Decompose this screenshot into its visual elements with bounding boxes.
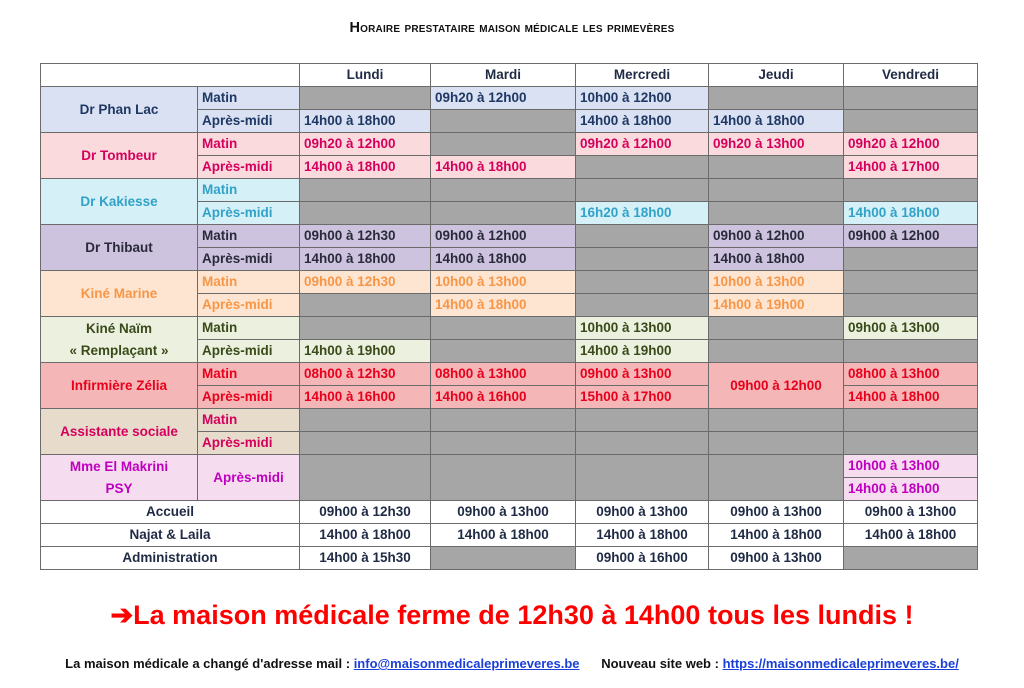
- empty-slot: [844, 340, 978, 363]
- slot-label: Matin: [198, 225, 300, 248]
- provider-name: [41, 133, 198, 179]
- day-header: Vendredi: [844, 64, 978, 87]
- provider-name-text: Kiné Marine: [80, 285, 158, 301]
- slot-value: 14h00 à 18h00: [709, 524, 844, 547]
- slot-label: Après-midi: [198, 156, 300, 179]
- slot-value: 09h00 à 13h00: [431, 501, 576, 524]
- empty-slot: [844, 179, 978, 202]
- slot-value: 14h00 à 18h00: [844, 524, 978, 547]
- empty-slot: [709, 87, 844, 110]
- slot-value: 09h00 à 13h00: [709, 501, 844, 524]
- provider-name-text: Assistante sociale: [60, 423, 178, 439]
- provider-name: [41, 225, 198, 271]
- header-corner: [41, 64, 300, 87]
- slot-value: 14h00 à 18h00: [576, 110, 709, 133]
- slot-value: 14h00 à 19h00: [709, 294, 844, 317]
- mail-link[interactable]: info@maisonmedicaleprimeveres.be: [353, 656, 580, 671]
- empty-slot: [431, 133, 576, 156]
- day-header: Jeudi: [709, 64, 844, 87]
- slot-value: 14h00 à 18h00: [300, 110, 431, 133]
- mail-label: La maison médicale a changé d'adresse mail :: [65, 656, 351, 671]
- provider-name: [41, 409, 198, 455]
- empty-slot: [576, 409, 709, 432]
- slot-label: Matin: [198, 179, 300, 202]
- slot-value: 09h00 à 12h30: [300, 225, 431, 248]
- accueil-name: Najat & Laila: [41, 524, 300, 547]
- empty-slot: [300, 432, 431, 455]
- slot-label: Matin: [198, 363, 300, 386]
- empty-slot: [709, 317, 844, 340]
- empty-slot: [709, 340, 844, 363]
- slot-value: 09h00 à 12h00: [709, 225, 844, 248]
- slot-value: 14h00 à 18h00: [300, 524, 431, 547]
- site-label: Nouveau site web :: [601, 656, 719, 671]
- slot-value: 09h20 à 12h00: [431, 87, 576, 110]
- slot-value: 09h00 à 12h00: [709, 363, 844, 409]
- slot-value: 09h20 à 12h00: [300, 133, 431, 156]
- slot-value: 14h00 à 18h00: [844, 478, 978, 501]
- empty-slot: [709, 455, 844, 501]
- slot-value: 14h00 à 18h00: [431, 524, 576, 547]
- slot-label: Après-midi: [198, 294, 300, 317]
- slot-label: Après-midi: [198, 202, 300, 225]
- day-header: Lundi: [300, 64, 431, 87]
- empty-slot: [709, 409, 844, 432]
- provider-name: [41, 179, 198, 225]
- slot-value: 09h00 à 13h00: [709, 547, 844, 570]
- day-header: Mardi: [431, 64, 576, 87]
- empty-slot: [300, 294, 431, 317]
- empty-slot: [576, 455, 709, 501]
- provider-name: [41, 363, 198, 409]
- provider-row: [41, 409, 978, 432]
- slot-value: 09h00 à 13h00: [844, 317, 978, 340]
- empty-slot: [844, 271, 978, 294]
- empty-slot: [844, 547, 978, 570]
- slot-value: 10h00 à 13h00: [576, 317, 709, 340]
- empty-slot: [431, 409, 576, 432]
- empty-slot: [431, 179, 576, 202]
- slot-value: 14h00 à 15h30: [300, 547, 431, 570]
- slot-label: Matin: [198, 409, 300, 432]
- slot-value: 10h00 à 12h00: [576, 87, 709, 110]
- empty-slot: [300, 179, 431, 202]
- slot-value: 14h00 à 18h00: [431, 156, 576, 179]
- slot-value: 09h20 à 13h00: [709, 133, 844, 156]
- provider-row: [41, 271, 978, 294]
- slot-value: 09h00 à 13h00: [576, 501, 709, 524]
- provider-name-text: Dr Tombeur: [81, 147, 157, 163]
- slot-value: 15h00 à 17h00: [576, 386, 709, 409]
- empty-slot: [300, 317, 431, 340]
- accueil-name: Accueil: [41, 501, 300, 524]
- schedule-body: [41, 64, 978, 570]
- administration-row: [41, 547, 978, 570]
- provider-name-subtext: PSY: [105, 480, 133, 496]
- empty-slot: [576, 225, 709, 248]
- slot-value: 09h00 à 12h00: [844, 225, 978, 248]
- slot-value: 09h20 à 12h00: [844, 133, 978, 156]
- slot-value: 08h00 à 12h30: [300, 363, 431, 386]
- day-header: Mercredi: [576, 64, 709, 87]
- empty-slot: [709, 179, 844, 202]
- provider-name-subtext: « Remplaçant »: [69, 342, 169, 358]
- provider-name-text: Mme El Makrini: [69, 458, 169, 474]
- empty-slot: [431, 110, 576, 133]
- empty-slot: [576, 432, 709, 455]
- empty-slot: [431, 202, 576, 225]
- empty-slot: [431, 432, 576, 455]
- slot-label: Après-midi: [198, 432, 300, 455]
- slot-value: 08h00 à 13h00: [844, 363, 978, 386]
- slot-label: Après-midi: [198, 455, 300, 501]
- slot-value: 14h00 à 16h00: [431, 386, 576, 409]
- provider-name-text: Dr Thibaut: [85, 239, 153, 255]
- slot-label: Matin: [198, 87, 300, 110]
- empty-slot: [576, 156, 709, 179]
- slot-value: 14h00 à 17h00: [844, 156, 978, 179]
- slot-value: 14h00 à 19h00: [576, 340, 709, 363]
- empty-slot: [844, 294, 978, 317]
- slot-value: 09h00 à 12h30: [300, 501, 431, 524]
- slot-value: 14h00 à 16h00: [300, 386, 431, 409]
- slot-value: 14h00 à 18h00: [300, 156, 431, 179]
- empty-slot: [431, 547, 576, 570]
- empty-slot: [709, 156, 844, 179]
- slot-value: 10h00 à 13h00: [709, 271, 844, 294]
- provider-name-text: Dr Phan Lac: [79, 101, 159, 117]
- empty-slot: [844, 432, 978, 455]
- accueil-row: [41, 524, 978, 547]
- slot-label: Matin: [198, 271, 300, 294]
- slot-value: 10h00 à 13h00: [431, 271, 576, 294]
- slot-label: Après-midi: [198, 248, 300, 271]
- provider-row: [41, 133, 978, 156]
- slot-label: Matin: [198, 133, 300, 156]
- slot-value: 09h00 à 12h30: [300, 271, 431, 294]
- accueil-row: [41, 501, 978, 524]
- administration-name: Administration: [41, 547, 300, 570]
- empty-slot: [576, 179, 709, 202]
- empty-slot: [300, 202, 431, 225]
- slot-value: 14h00 à 18h00: [844, 386, 978, 409]
- empty-slot: [431, 340, 576, 363]
- slot-label: Matin: [198, 317, 300, 340]
- slot-value: 14h00 à 19h00: [300, 340, 431, 363]
- slot-value: 14h00 à 18h00: [431, 294, 576, 317]
- slot-value: 14h00 à 18h00: [709, 110, 844, 133]
- slot-value: 10h00 à 13h00: [844, 455, 978, 478]
- empty-slot: [844, 409, 978, 432]
- provider-row: [41, 363, 978, 386]
- schedule-table: [40, 63, 978, 570]
- provider-name: [41, 87, 198, 133]
- provider-row: [41, 179, 978, 202]
- slot-value: 09h00 à 12h00: [431, 225, 576, 248]
- provider-name: [41, 271, 198, 317]
- provider-row: [41, 317, 978, 340]
- empty-slot: [431, 455, 576, 501]
- empty-slot: [300, 455, 431, 501]
- slot-value: 14h00 à 18h00: [576, 524, 709, 547]
- slot-label: Après-midi: [198, 386, 300, 409]
- page-title: Horaire prestataire maison médicale les primevères: [349, 20, 675, 36]
- empty-slot: [576, 271, 709, 294]
- empty-slot: [300, 87, 431, 110]
- provider-name-text: Infirmière Zélia: [70, 377, 168, 393]
- empty-slot: [709, 202, 844, 225]
- slot-value: 09h00 à 13h00: [844, 501, 978, 524]
- empty-slot: [844, 110, 978, 133]
- empty-slot: [844, 87, 978, 110]
- slot-value: 14h00 à 18h00: [709, 248, 844, 271]
- slot-value: 08h00 à 13h00: [431, 363, 576, 386]
- slot-value: 14h00 à 18h00: [300, 248, 431, 271]
- slot-label: Après-midi: [198, 340, 300, 363]
- slot-value: 09h20 à 12h00: [576, 133, 709, 156]
- provider-name-text: Kiné Naïm: [85, 320, 153, 336]
- provider-name: [41, 317, 198, 363]
- slot-value: 16h20 à 18h00: [576, 202, 709, 225]
- slot-value: 09h00 à 13h00: [576, 363, 709, 386]
- empty-slot: [300, 409, 431, 432]
- closing-notice: [0, 600, 1024, 631]
- provider-name-text: Dr Kakiesse: [80, 193, 158, 209]
- header-row: [41, 64, 978, 87]
- empty-slot: [844, 248, 978, 271]
- empty-slot: [709, 432, 844, 455]
- slot-value: 14h00 à 18h00: [431, 248, 576, 271]
- empty-slot: [576, 294, 709, 317]
- arrow-icon: ➔: [110, 600, 134, 630]
- slot-value: 09h00 à 16h00: [576, 547, 709, 570]
- provider-name: [41, 455, 198, 501]
- site-link[interactable]: https://maisonmedicaleprimeveres.be/: [722, 656, 959, 671]
- provider-row: [41, 225, 978, 248]
- provider-row: [41, 455, 978, 478]
- slot-value: 14h00 à 18h00: [844, 202, 978, 225]
- empty-slot: [431, 317, 576, 340]
- provider-row: [41, 87, 978, 110]
- footer: [0, 656, 1024, 671]
- empty-slot: [576, 248, 709, 271]
- closing-notice-text: La maison médicale ferme de 12h30 à 14h00 tous les lundis !: [133, 600, 914, 630]
- slot-label: Après-midi: [198, 110, 300, 133]
